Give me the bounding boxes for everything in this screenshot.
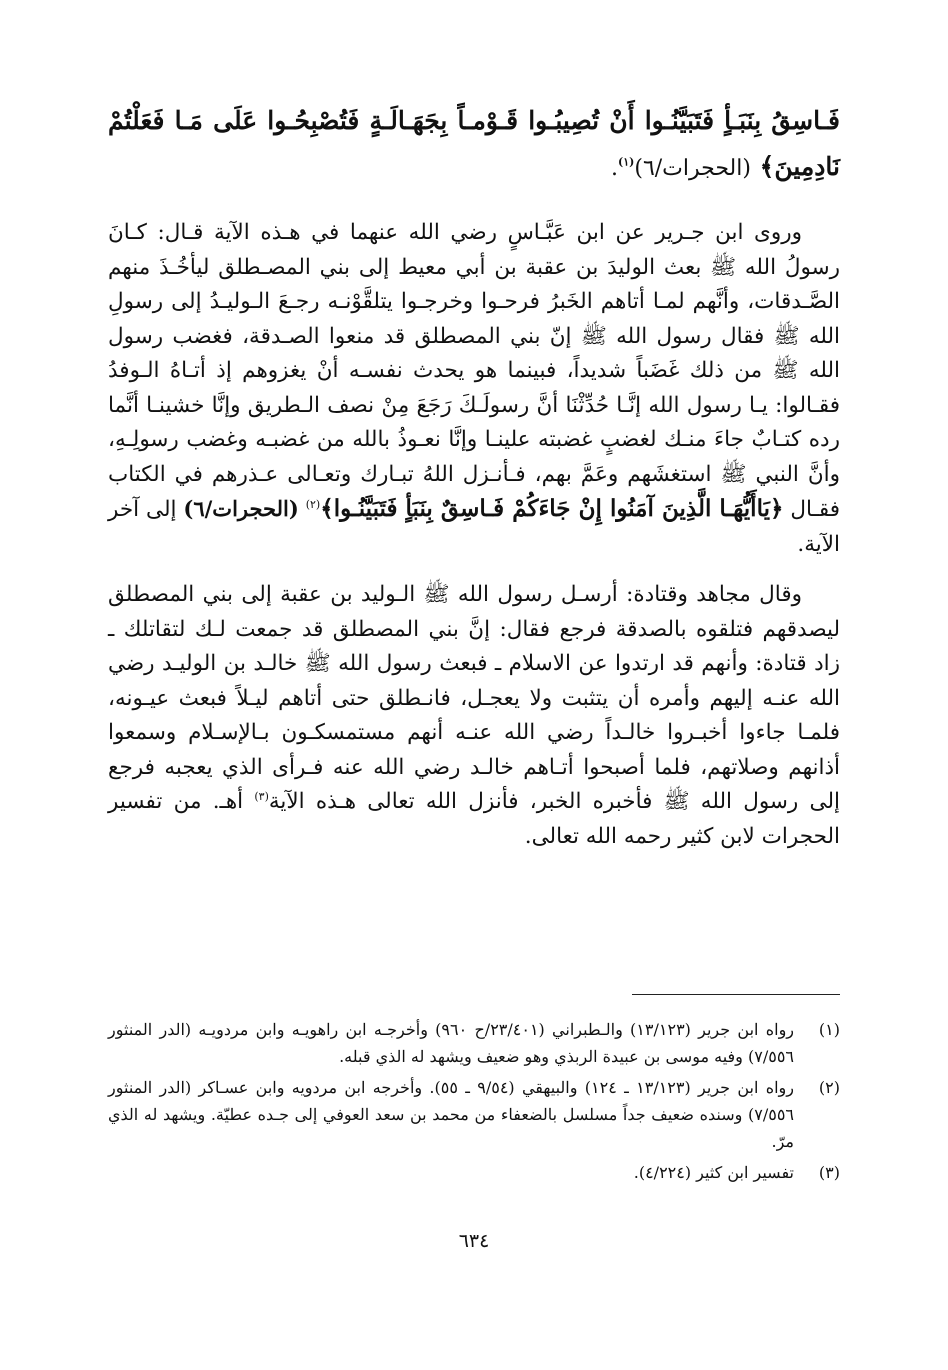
paragraph-ibn-jarir — [108, 216, 840, 562]
footnote-number: (٣) — [818, 1163, 840, 1182]
footnote-marker-1: (١) — [617, 155, 635, 169]
paragraph-mujahid — [108, 578, 840, 854]
footnote-number: (٢) — [818, 1078, 840, 1097]
verse-line-1: فَـاسِقُ بِنَبَـأٍ فَتَبَيَّنُـوا أَنْ تُصِيبُـوا قَـوْمـاً بِجَهَـالَـةٍ فَتُصْبِحُـوا عَلَى مَـا فَعَلْتُمْ — [108, 106, 840, 135]
verse-line-2 — [108, 144, 840, 192]
paragraph-2-text-b: أهـ. من تفسير الحجرات لابن كثير رحمه الله تعالى. — [108, 789, 840, 849]
footnote-number: (١) — [818, 1020, 840, 1039]
verse-reference: (الحجرات/٦) — [634, 156, 751, 181]
footnote-marker-3: (٣) — [254, 789, 269, 803]
footnote-item — [108, 1074, 840, 1155]
page-number: ٦٣٤ — [458, 1230, 490, 1252]
footnote-text: تفسير ابن كثير (٤/٢٢٤). — [633, 1163, 794, 1182]
verse-end-punct: . — [610, 156, 618, 181]
paragraph-1-verse: ﴿يَاأَيُّهَـا الَّذِينَ آمَنُوا إِنْ جَاءَكُمْ فَـاسِقٌ بِنَبَأٍ فَتَبَيَّنُـوا﴾ — [320, 495, 784, 522]
verse-continuation — [108, 98, 840, 192]
paragraph-1-reference: (الحجرات/٦) — [183, 496, 299, 521]
paragraph-2-text-a: وقال مجاهد وقتادة: أرسـل رسول الله ﷺ الـوليد بن عقبة إلى بني المصطلق ليصدقهم فتلقوه بالصدقة فرجع فقال: إنَّ بني المصطلق قد جمعت لـك لتقاتلك ـ زاد قتادة: وأنهم قد ارتدوا عن الاسلام ـ فبعث رسول الله ﷺ خالـد بن الوليـد رضي الله عنـه إليهم وأمره أن يتثبت ولا يعجـل، فانـطلق حتى أتاهم ليـلاً فبعث عيـونه، فلمـا جاءوا أخبـروا خالـداً رضي الله عنـه أنهم مستمسكـون بـالإسـلام وسمعوا أذانهم وصلاتهم، فلما أصبحوا أتـاهم خالـد رضي الله عنه فـرأى الذي يعجبه فرجع إلى رسول الله ﷺ فأخبره الخبر، فأنزل الله تعالى هـذه الآية — [108, 582, 840, 814]
footnote-separator — [632, 994, 840, 995]
footnote-item — [108, 1016, 840, 1070]
page-body — [108, 98, 840, 1348]
footnotes — [108, 1016, 840, 1190]
paragraph-1-text-b: إلى آخر الآية. — [108, 497, 840, 557]
footnote-text: رواه ابن جرير (١٣/١٢٣) والـطبراني (٢٣/٤٠١/ح ٩٦٠) وأخرجـه ابن راهويـه وابن مردويـه (الدر المنثور ٧/٥٥٦) وفيه موسى بن عبيدة الربذي وهو ضعيف ويشهد له الذي قبله. — [108, 1020, 795, 1066]
footnote-item — [108, 1159, 840, 1186]
footnote-text: رواه ابن جرير (١٣/١٢٣ ـ ١٢٤) والبيهقي (٩/٥٤ ـ ٥٥). وأخرجه ابن مردويه وابن عسـاكر (الدر المنثور ٧/٥٥٦) وسنده ضعيف جداً مسلسل بالضعفاء من محمد بن سعد العوفي إلى جـده عطيّة. ويشهد له الذي مرّ. — [108, 1078, 795, 1151]
paragraph-1-text-a: وروى ابن جـرير عن ابن عَبَّـاسٍ رضي الله عنهما في هـذه الآية قـال: كـانَ رسولُ الله ﷺ بعث الوليدَ بن عقبة بن أبي معيط إلى بني المصـطلق ليأخُـذَ منهم الصَّـدقات، وأنَّهم لمـا أتاهم الخَبرُ فرحـوا وخرجـوا يتلقَّوْنـه رجـعَ الـوليـدُ إلى رسولِ الله ﷺ فقال رسول الله ﷺ إنّ بني المصطلق قد منعوا الصـدقة، فغضب رسول الله ﷺ من ذلك غَضَباً شديداً، فبينما هو يحدث نفسـه أنْ يغزوهم إذ أتـاهُ الـوفدُ فقـالوا: يـا رسول الله إنَّـا حُدِّثْنَا أنَّ رسولَـكَ رَجَعَ مِنْ نصف الـطريق وإنَّا خشينـا أنَّما رده كتـابٌ جاءَ منـك لغضبٍ غضبته علينـا وإنَّا نعـوذُ بالله من غضبـه وغضب رسولِـهِ، وأنَّ النبي ﷺ استغشَهم وعَمَّ بهم، فـأنـزل اللهُ تبـارك وتعـالى عـذرهم في الكتاب فقـال — [108, 220, 840, 522]
footnote-marker-2: (٢) — [305, 497, 321, 511]
verse-line-2-bold: نَادِمِينَ﴾ — [759, 152, 840, 181]
